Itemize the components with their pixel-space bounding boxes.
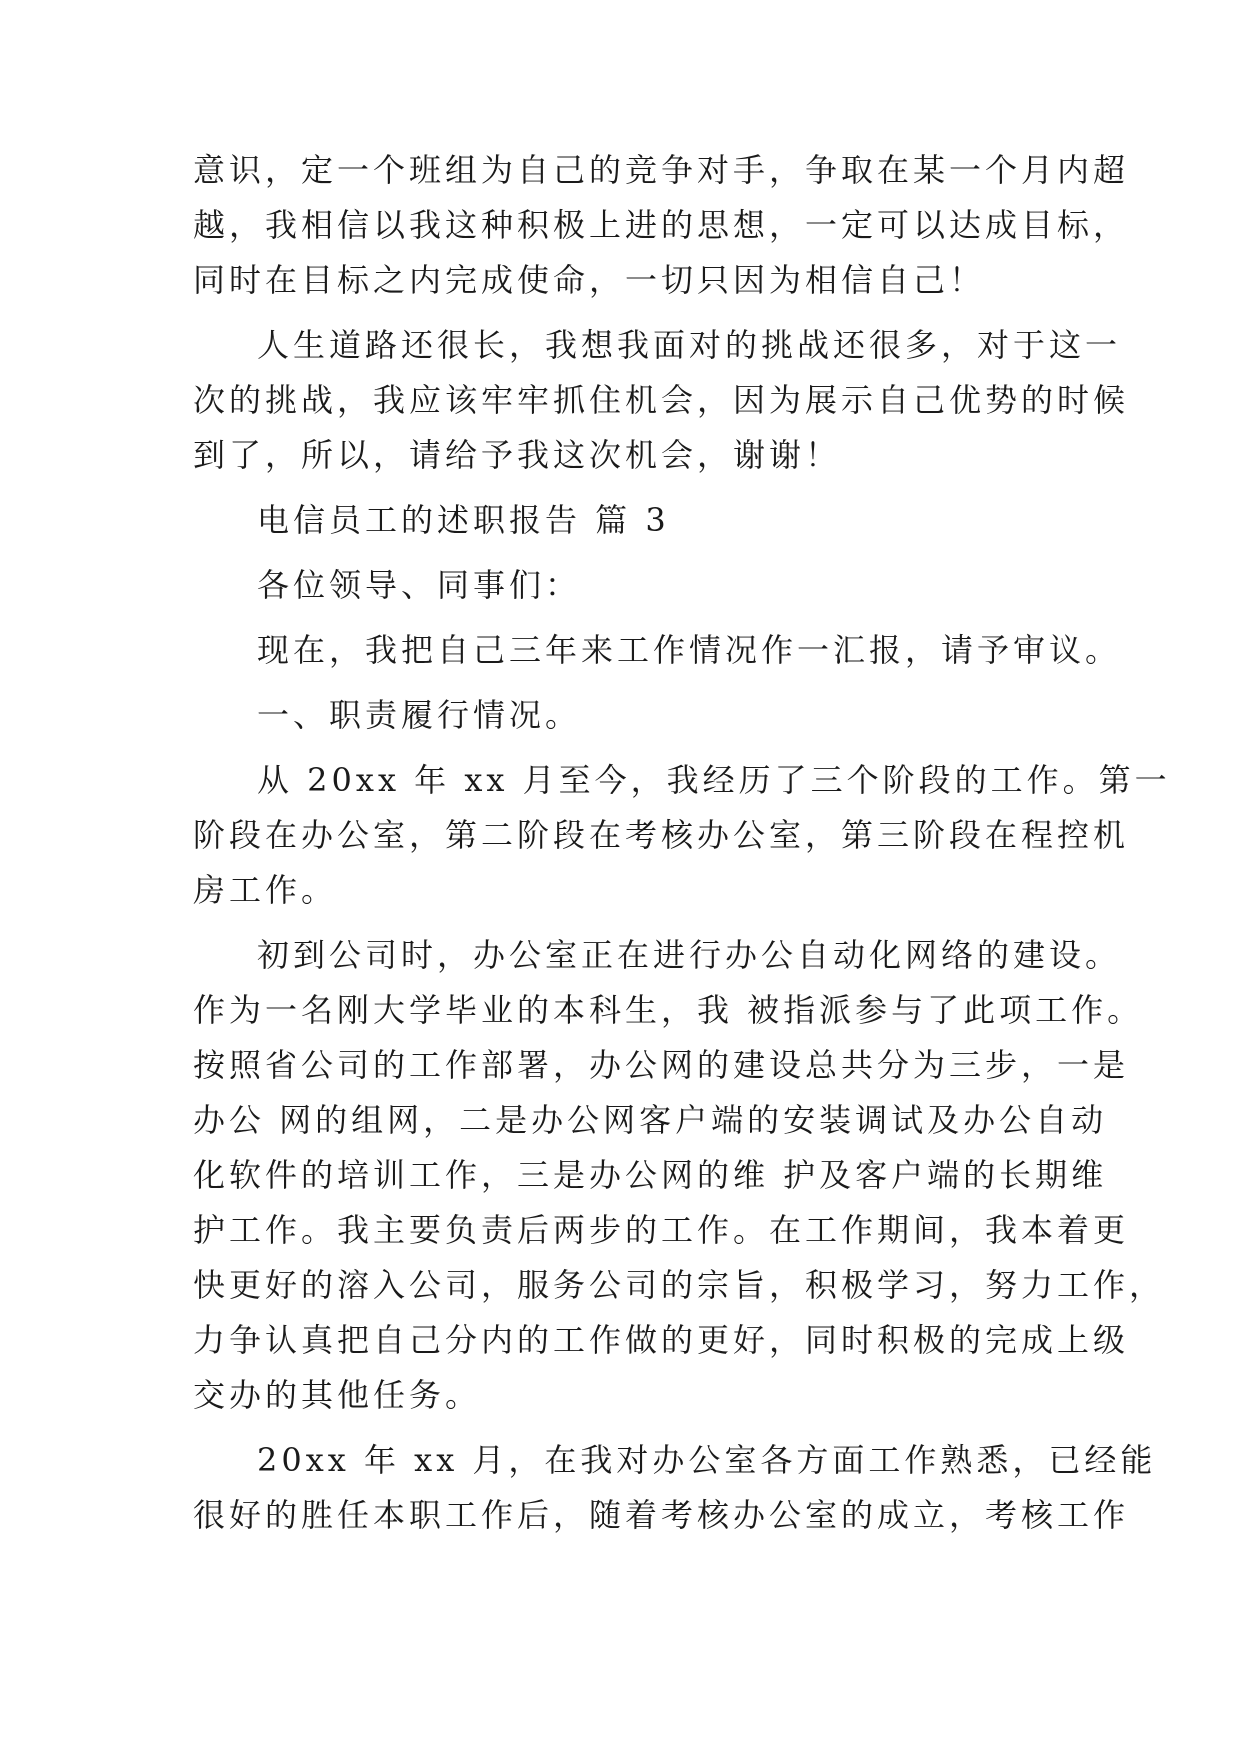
text-line: 护工作。我主要负责后两步的工作。在工作期间，我本着更	[193, 1211, 1130, 1249]
salutation: 各位领导、同事们：	[257, 566, 582, 604]
paragraph-first-line: 人生道路还很长，我想我面对的挑战还很多，对于这一	[257, 326, 1122, 364]
text-line: 力争认真把自己分内的工作做的更好，同时积极的完成上级	[193, 1321, 1130, 1359]
text-line: 办公 网的组网，二是办公网客户端的安装调试及办公自动	[193, 1101, 1108, 1139]
paragraph-first-line: 初到公司时，办公室正在进行办公自动化网络的建设。	[257, 936, 1122, 974]
text-line: 很好的胜任本职工作后，随着考核办公室的成立，考核工作	[193, 1496, 1130, 1534]
text-line: 交办的其他任务。	[193, 1376, 482, 1414]
subsection-heading: 一、职责履行情况。	[257, 696, 582, 734]
text-line: 化软件的培训工作，三是办公网的维 护及客户端的长期维	[193, 1156, 1108, 1194]
text-line: 越，我相信以我这种积极上进的思想，一定可以达成目标，	[193, 206, 1130, 244]
text-line: 同时在目标之内完成使命，一切只因为相信自己！	[193, 261, 986, 299]
paragraph-first-line: 现在，我把自己三年来工作情况作一汇报，请予审议。	[257, 631, 1122, 669]
text-line: 意识，定一个班组为自己的竞争对手，争取在某一个月内超	[193, 151, 1130, 189]
text-line: 阶段在办公室，第二阶段在考核办公室，第三阶段在程控机	[193, 816, 1130, 854]
text-line: 快更好的溶入公司，服务公司的宗旨，积极学习，努力工作，	[193, 1266, 1166, 1304]
paragraph-first-line: 20xx 年 xx 月，在我对办公室各方面工作熟悉，已经能	[257, 1441, 1157, 1479]
text-line: 作为一名刚大学毕业的本科生，我 被指派参与了此项工作。	[193, 991, 1144, 1029]
text-line: 按照省公司的工作部署，办公网的建设总共分为三步，一是	[193, 1046, 1130, 1084]
paragraph-first-line: 从 20xx 年 xx 月至今，我经历了三个阶段的工作。第一	[257, 761, 1171, 799]
text-line: 到了，所以，请给予我这次机会，谢谢！	[193, 436, 842, 474]
text-line: 房工作。	[193, 871, 338, 909]
section-heading: 电信员工的述职报告 篇 3	[257, 501, 670, 539]
text-line: 次的挑战，我应该牢牢抓住机会，因为展示自己优势的时候	[193, 381, 1130, 419]
